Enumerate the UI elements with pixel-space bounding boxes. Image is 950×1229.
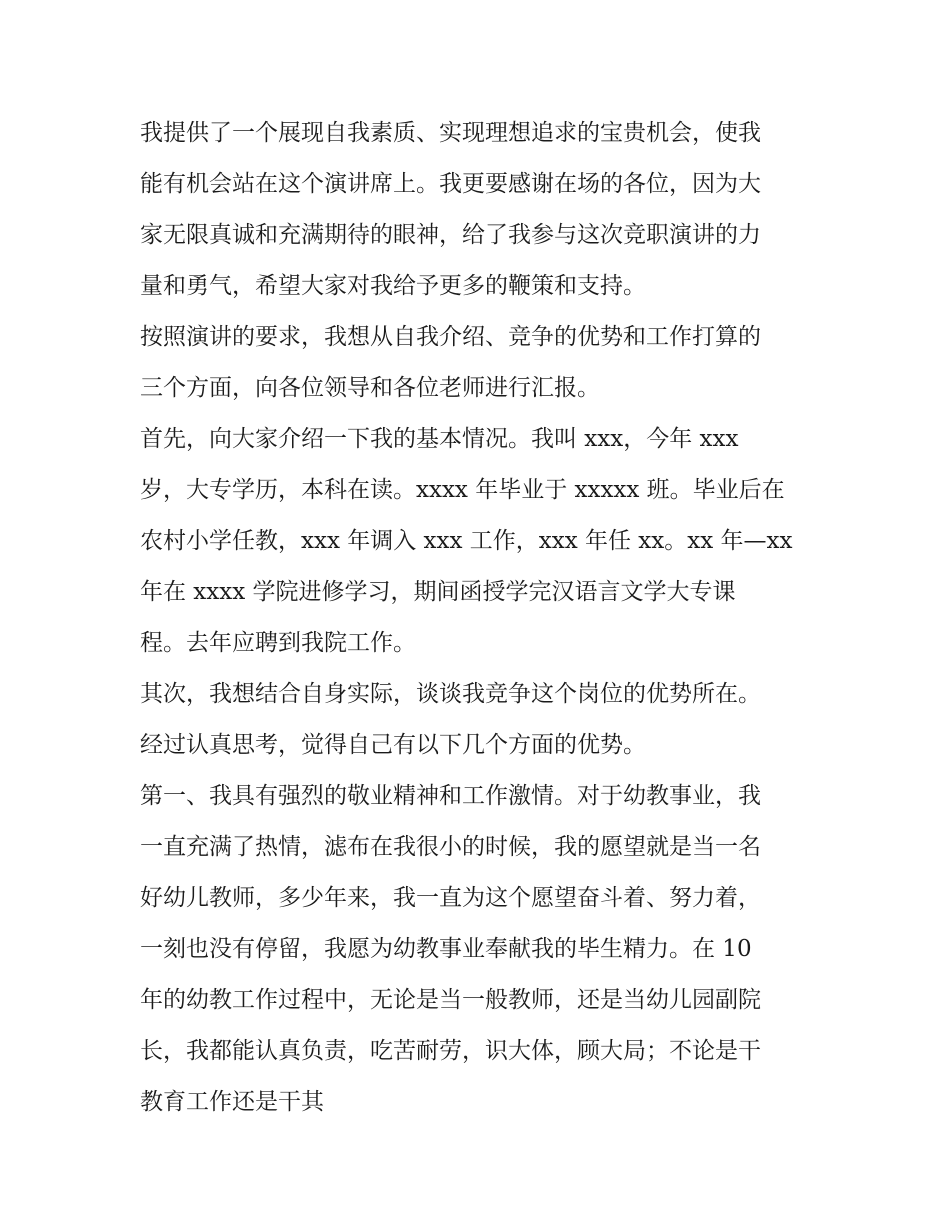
text-line: 量和勇气，希望大家对我给予更多的鞭策和支持。 [140,273,646,299]
text-line: 年的幼教工作过程中，无论是当一般教师，还是当幼儿园副院 [140,987,761,1013]
text-line: 岁，大专学历，本科在读。xxxx 年毕业于 xxxxx 班。毕业后在 [140,477,785,503]
text-line: 经过认真思考，觉得自己有以下几个方面的优势。 [140,732,646,758]
text-line: 能有机会站在这个演讲席上。我更要感谢在场的各位，因为大 [140,171,761,197]
text-line: 三个方面，向各位领导和各位老师进行汇报。 [140,375,600,401]
text-line: 家无限真诚和充满期待的眼神，给了我参与这次竞职演讲的力 [140,222,761,248]
text-line: 其次，我想结合自身实际，谈谈我竞争这个岗位的优势所在。 [140,681,761,707]
text-line: 年在 xxxx 学院进修学习，期间函授学完汉语言文学大专课 [140,579,736,605]
text-line: 第一、我具有强烈的敬业精神和工作激情。对于幼教事业，我 [140,783,761,809]
text-line: 一刻也没有停留，我愿为幼教事业奉献我的毕生精力。在 10 [140,936,752,962]
body-text [140,108,820,1128]
text-line: 首先，向大家介绍一下我的基本情况。我叫 xxx，今年 xxx [140,426,739,452]
text-line: 按照演讲的要求，我想从自我介绍、竞争的优势和工作打算的 [140,324,761,350]
text-line: 程。去年应聘到我院工作。 [140,630,416,656]
text-line: 教育工作还是干其 [140,1089,324,1115]
text-line: 长，我都能认真负责，吃苦耐劳，识大体，顾大局；不论是干 [140,1038,761,1064]
text-line: 好幼儿教师，多少年来，我一直为这个愿望奋斗着、努力着， [140,885,761,911]
text-line: 我提供了一个展现自我素质、实现理想追求的宝贵机会，使我 [140,120,761,146]
text-line: 一直充满了热情，滤布在我很小的时候，我的愿望就是当一名 [140,834,761,860]
text-line: 农村小学任教，xxx 年调入 xxx 工作，xxx 年任 xx。xx 年—xx [140,528,793,554]
